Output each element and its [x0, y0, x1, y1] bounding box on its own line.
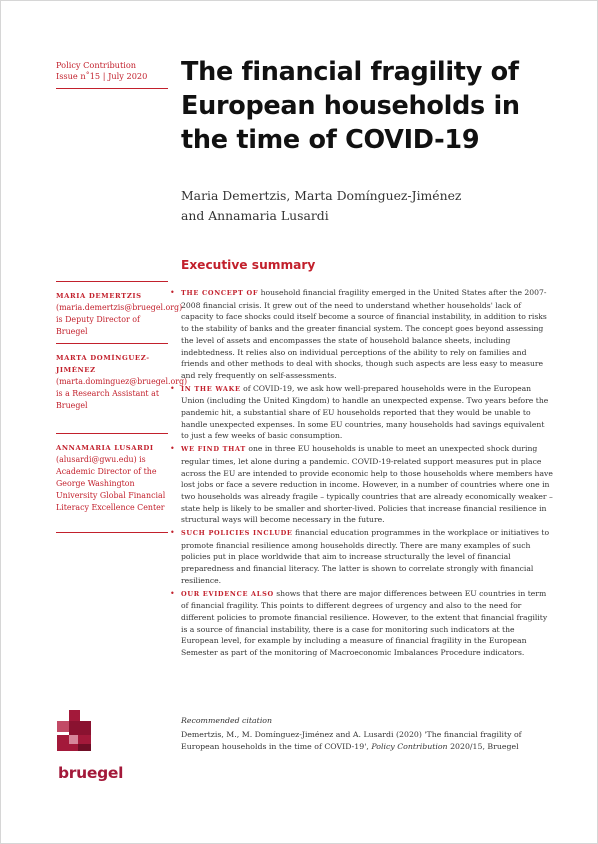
summary-lead: IN THE WAKE: [181, 384, 241, 393]
citation-issue: 2020/15, Bruegel: [447, 742, 519, 751]
bio-text: (alusardi@gwu.edu) is Academic Director of the George Washington University Global Financial Literacy Excellence Center: [56, 455, 166, 512]
bio-name: MARIA DEMERTZIS: [56, 292, 142, 300]
summary-lead: SUCH POLICIES INCLUDE: [181, 529, 293, 538]
sidebar-divider: [56, 532, 168, 533]
bullet-icon: •: [170, 444, 175, 454]
bruegel-wordmark: bruegel: [58, 764, 124, 782]
summary-item: [170, 443, 553, 526]
executive-summary-list: [170, 287, 553, 660]
bullet-icon: •: [170, 383, 175, 393]
authors-line-2: and Annamaria Lusardi: [181, 208, 329, 223]
executive-summary-heading: Executive summary: [181, 258, 316, 272]
sidebar-divider: [56, 433, 168, 434]
summary-text: household financial fragility emerged in the United States after the 2007-2008 financial crisis. It grew out of the need to understand whether households' lack of capacity to face shocks could itself become a source of financial instability, in addition to risks to the stability of banks and the greater financial system. The concept goes beyond assessing the level of assets and encompasses the state of household balance sheets, including indebtedness. It relies also on individual perceptions of the ability to rely on families and friends and other methods to deal with shocks, though such aspects are less easy to measure and rely frequently on self-assessments.: [181, 288, 547, 380]
summary-item: [170, 527, 553, 587]
summary-item: [170, 287, 553, 382]
bullet-icon: •: [170, 588, 175, 598]
sidebar-divider: [56, 343, 168, 344]
summary-text: of COVID-19, we ask how well-prepared households were in the European Union (including the United Kingdom) to handle an unexpected expense. Two years before the pandemic hit, a substantial share of EU households reported that they would be unable to handle unexpected expenses. In some EU countries, many households had savings equivalent to just a few weeks of basic consumption.: [181, 383, 549, 441]
author-bio: [56, 290, 183, 338]
summary-lead: WE FIND THAT: [181, 445, 246, 454]
bio-text: (maria.demertzis@bruegel.org) is Deputy Director of Bruegel: [56, 303, 183, 336]
bio-text: (marta.dominguez@bruegel.org) is a Research Assistant at Bruegel: [56, 377, 188, 410]
issue-info: Issue n˚15 | July 2020: [56, 71, 148, 81]
summary-item: [170, 383, 553, 443]
series-info: [56, 60, 168, 82]
summary-lead: THE CONCEPT OF: [181, 289, 259, 297]
bullet-icon: •: [170, 528, 175, 538]
document-title: The financial fragility of European households in the time of COVID-19: [181, 57, 520, 155]
citation-text: Demertzis, M., M. Domínguez-Jiménez and A. Lusardi (2020) 'The financial fragility of European households in the time of COVID-19',: [181, 730, 522, 751]
series-name: Policy Contribution: [56, 60, 137, 70]
bio-name: ANNAMARIA LUSARDI: [56, 444, 154, 452]
authors-line-1: Maria Demertzis, Marta Domínguez-Jiménez: [181, 188, 462, 203]
recommended-citation: [181, 729, 553, 753]
author-bio: [56, 442, 168, 514]
citation-series: Policy Contribution: [371, 742, 448, 751]
authors: [181, 186, 561, 226]
summary-item: [170, 588, 553, 659]
series-divider: [56, 88, 168, 89]
bio-name: MARTA DOMÍNGUEZ-JIMÉNEZ: [56, 354, 150, 374]
summary-lead: OUR EVIDENCE ALSO: [181, 589, 274, 598]
sidebar-divider: [56, 281, 168, 282]
bullet-icon: •: [170, 288, 175, 297]
summary-text: one in three EU households is unable to meet an unexpected shock during regular times, let alone during a pandemic. COVID-19-related support measures put in place across the EU are intended to provide economic help to those households where members have lost jobs or face a severe reduction in income. However, in a number of countries where one in two households was already fragile – typically countries that are already economically weaker – state help is likely to be smaller and shorter-lived. Policies that increase financial resilience in structural ways will become necessary in the future.: [181, 444, 553, 525]
author-bio: [56, 352, 188, 412]
recommended-citation-label: Recommended citation: [181, 716, 273, 725]
summary-text: shows that there are major differences between EU countries in term of financial fragility. This points to different degrees of urgency and also to the need for different policies to promote financial resilience. However, to the extent that financial fragility is a source of financial instability, there is a case for monitoring such indicators at the European level, for example by including a measure of financial fragility in the European Semester as part of the monitoring of Macroeconomic Imbalances Procedure indicators.: [181, 588, 548, 658]
summary-text: financial education programmes in the workplace or initiatives to promote financial resilience among households directly. There are many examples of such policies put in place worldwide that aim to increase structurally the level of financial preparedness and financial literacy. The latter is shown to correlate strongly with financial resilience.: [181, 528, 550, 585]
